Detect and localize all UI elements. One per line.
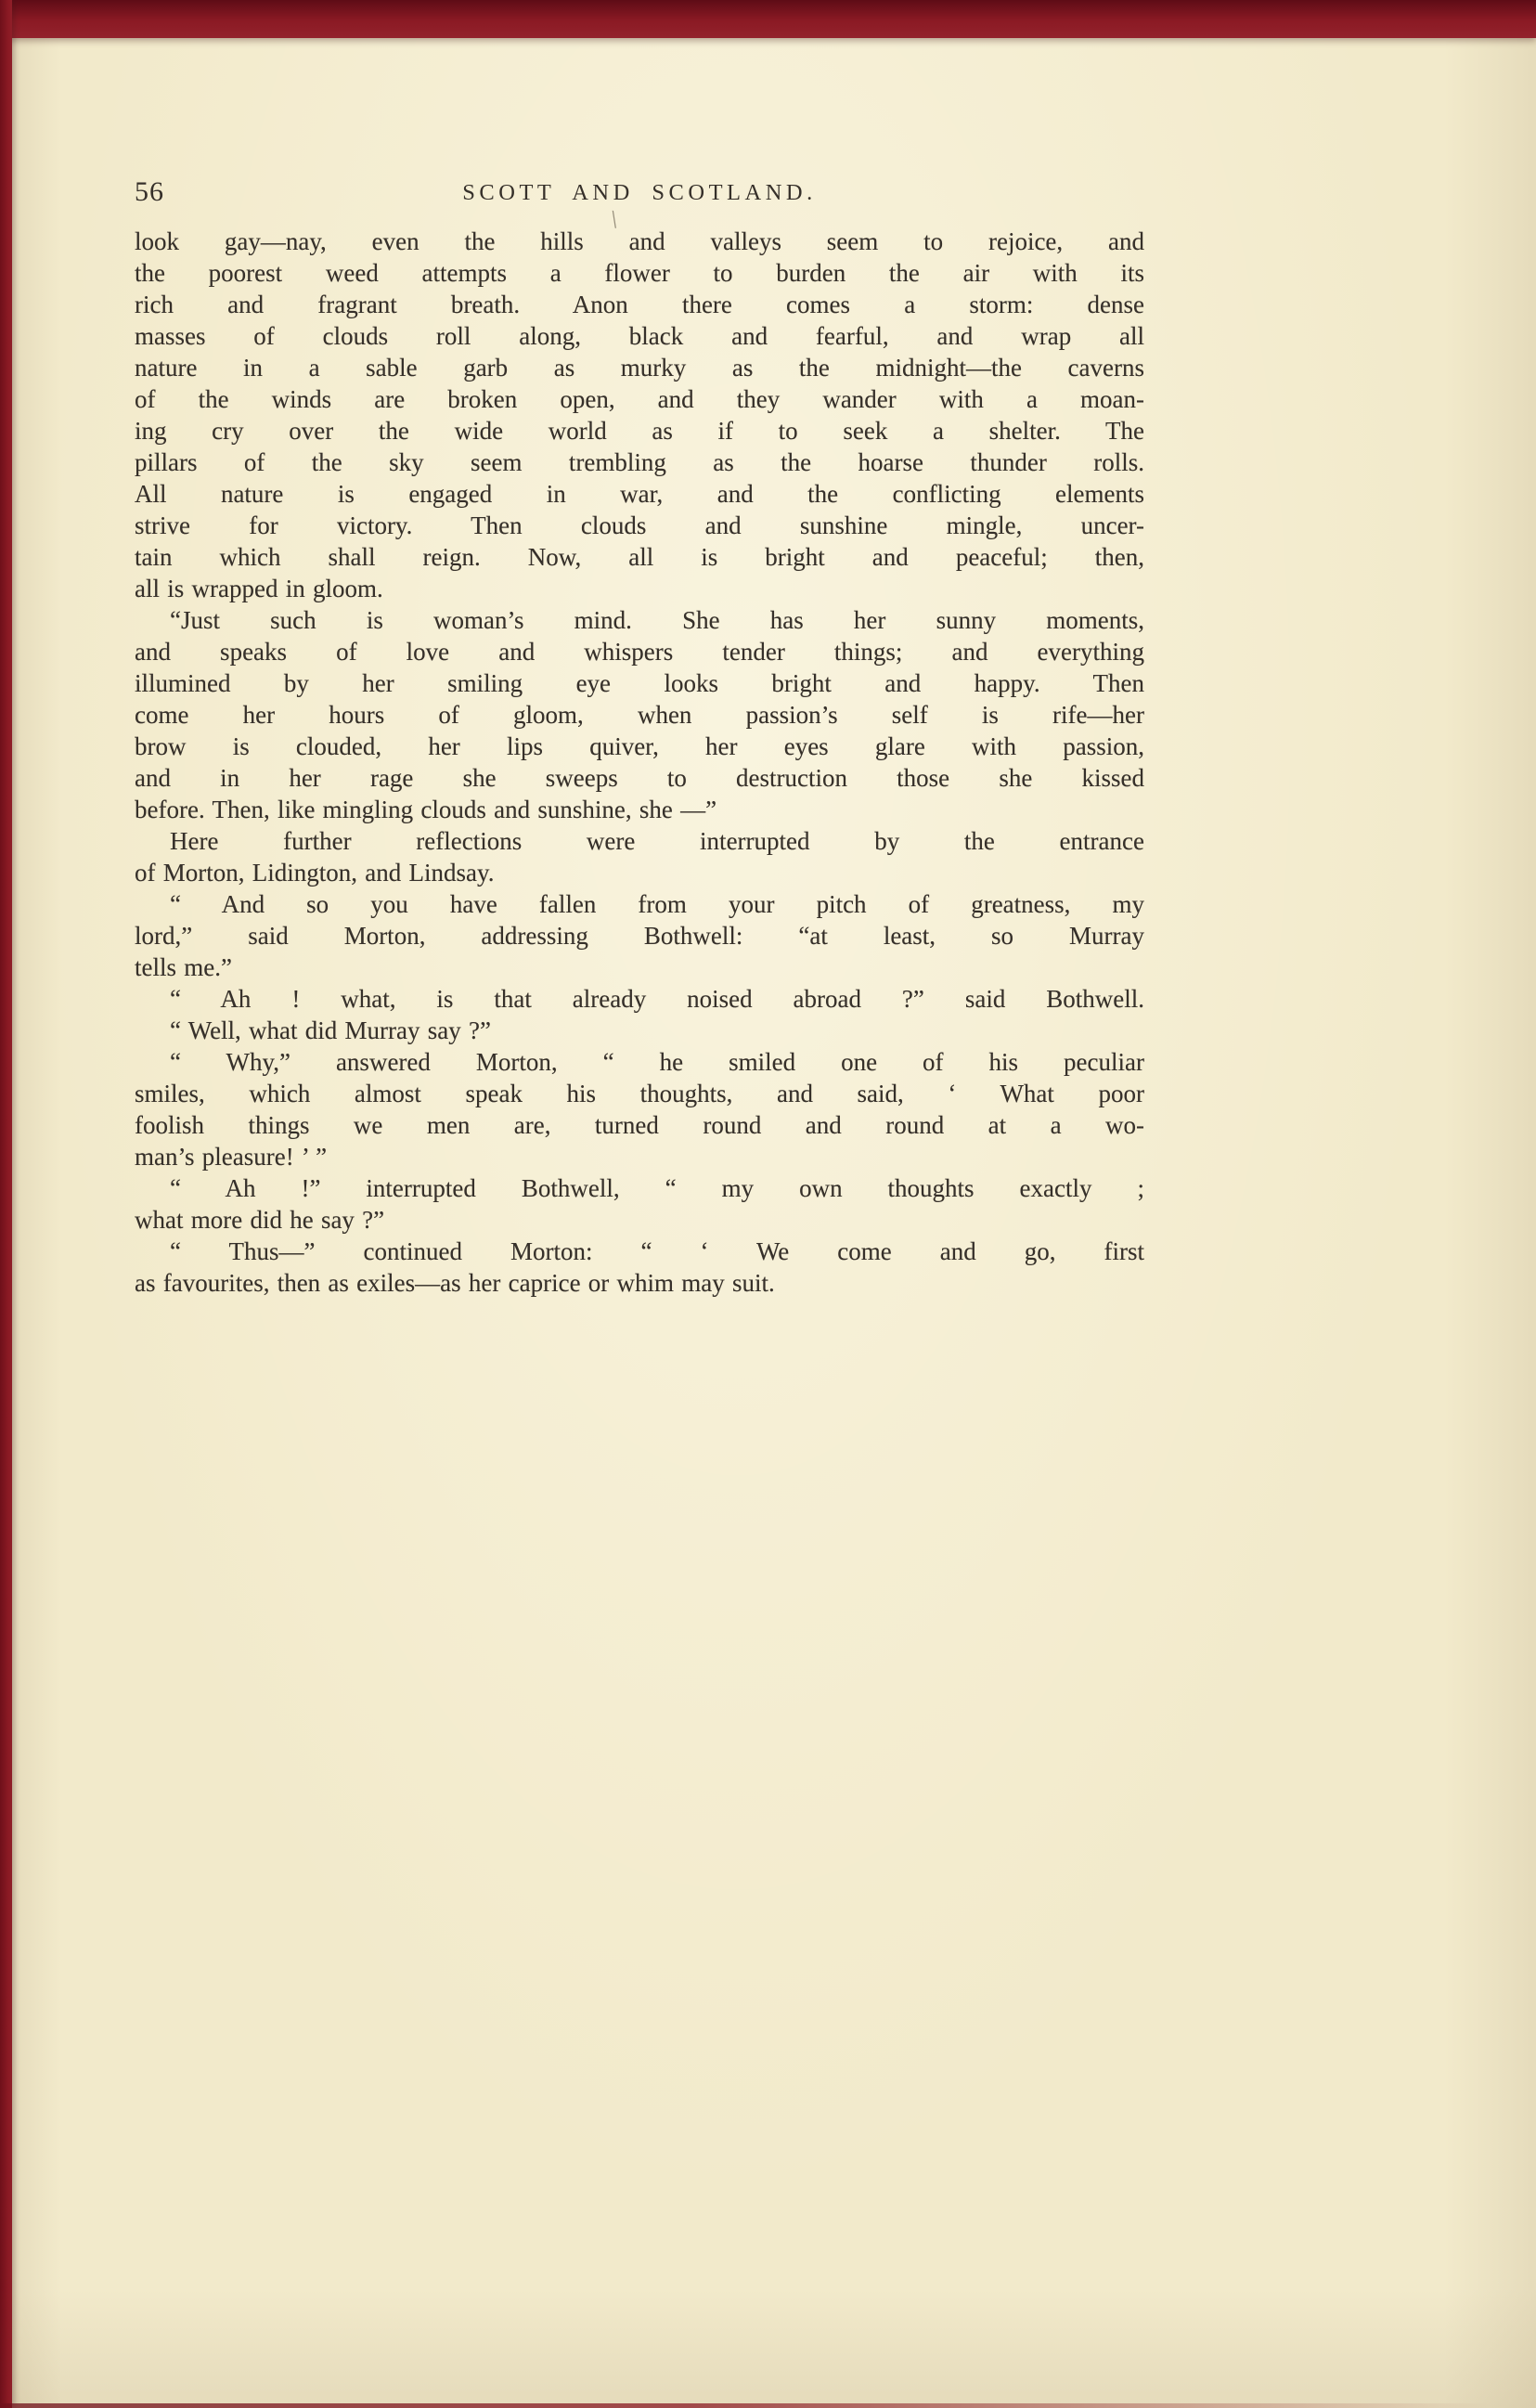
text-line: what more did he say ?”	[135, 1206, 385, 1234]
binding-edge-bottom	[0, 2403, 1536, 2408]
text-line: all is wrapped in gloom.	[135, 575, 383, 602]
text-line: illumined by her smiling eye looks bright and happy. Then	[135, 669, 1144, 697]
scan-artifact: \	[608, 204, 621, 234]
text-line: and in her rage she sweeps to destruction those she kissed	[135, 764, 1144, 792]
text-line: smiles, which almost speak his thoughts, and said, ‘ What poor	[135, 1080, 1144, 1107]
text-line: as favourites, then as exiles—as her caprice or whim may suit.	[135, 1269, 775, 1297]
text-line: look gay—nay, even the hills and valleys seem to rejoice, and	[135, 227, 1144, 255]
paragraph	[135, 1046, 1144, 1172]
paragraph	[135, 226, 1144, 604]
text-line: ing cry over the wide world as if to seek a shelter. The	[135, 417, 1144, 445]
running-header: SCOTT AND SCOTLAND.	[462, 180, 817, 205]
text-line: “ And so you have fallen from your pitch of greatness, my	[170, 890, 1144, 918]
text-line: lord,” said Morton, addressing Bothwell: “at least, so Murray	[135, 922, 1144, 950]
paragraph	[135, 825, 1144, 888]
text-line: foolish things we men are, turned round and round at a wo-	[135, 1111, 1144, 1139]
text-line: tain which shall reign. Now, all is bright and peaceful; then,	[135, 543, 1144, 571]
text-line: nature in a sable garb as murky as the midnight—the caverns	[135, 354, 1144, 382]
text-line: and speaks of love and whispers tender things; and everything	[135, 638, 1144, 666]
paragraph	[135, 604, 1144, 825]
text-line: rich and fragrant breath. Anon there comes a storm: dense	[135, 291, 1144, 318]
paragraph	[135, 888, 1144, 983]
text-line: “ Thus—” continued Morton: “ ‘ We come and go, first	[170, 1237, 1144, 1265]
text-line: man’s pleasure! ’ ”	[135, 1143, 328, 1171]
text-line: before. Then, like mingling clouds and sunshine, she —”	[135, 796, 717, 823]
text-line: “ Ah !” interrupted Bothwell, “ my own thoughts exactly ;	[170, 1174, 1144, 1202]
text-line: of the winds are broken open, and they wander with a moan-	[135, 385, 1144, 413]
text-line: pillars of the sky seem trembling as the hoarse thunder rolls.	[135, 448, 1144, 476]
text-line: the poorest weed attempts a flower to burden the air with its	[135, 259, 1144, 287]
text-line: All nature is engaged in war, and the conflicting elements	[135, 480, 1144, 508]
text-line: masses of clouds roll along, black and fearful, and wrap all	[135, 322, 1144, 350]
text-line: tells me.”	[135, 953, 232, 981]
text-line: of Morton, Lidington, and Lindsay.	[135, 859, 495, 887]
text-line: “ Ah ! what, is that already noised abroad ?” said Bothwell.	[170, 985, 1144, 1013]
text-line: “Just such is woman’s mind. She has her sunny moments,	[170, 606, 1144, 634]
paragraph	[135, 1236, 1144, 1299]
text-line: Here further reflections were interrupted by the entrance	[170, 827, 1144, 855]
page-body	[135, 226, 1144, 1299]
paragraph	[135, 983, 1144, 1015]
text-line: come her hours of gloom, when passion’s self is rife—her	[135, 701, 1144, 729]
text-line: strive for victory. Then clouds and sunshine mingle, uncer-	[135, 511, 1144, 539]
page-header	[135, 176, 1144, 214]
text-line: brow is clouded, her lips quiver, her eyes glare with passion,	[135, 732, 1144, 760]
page-number: 56	[135, 176, 164, 207]
binding-edge-left	[0, 0, 12, 2408]
paragraph	[135, 1015, 1144, 1046]
text-line: “ Why,” answered Morton, “ he smiled one of his peculiar	[170, 1048, 1144, 1076]
text-line: “ Well, what did Murray say ?”	[170, 1016, 491, 1044]
paragraph	[135, 1172, 1144, 1236]
binding-edge-top	[0, 0, 1536, 38]
